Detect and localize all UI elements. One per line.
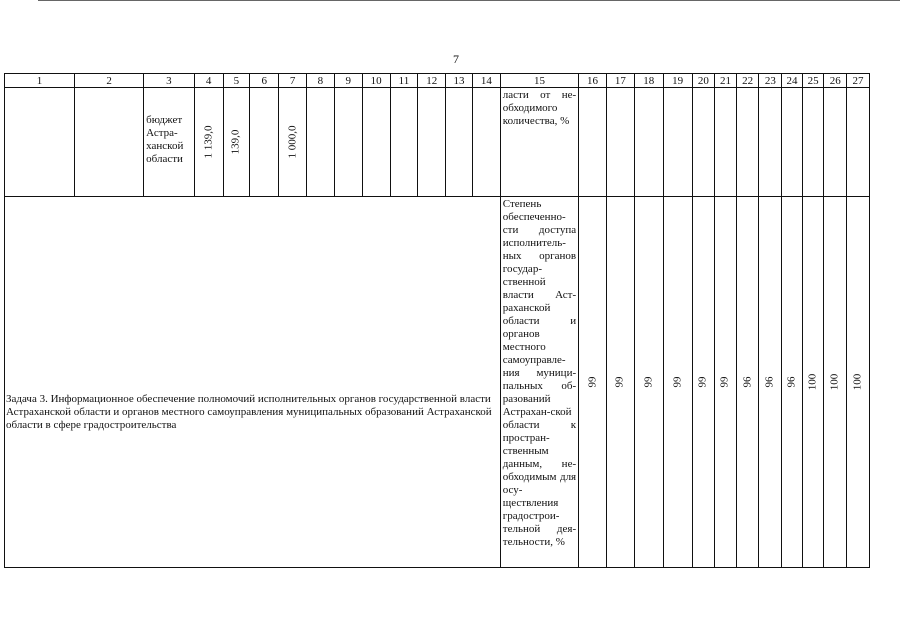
empty-cell (634, 88, 663, 197)
indicator-value: 100 (828, 373, 841, 391)
header-cell: 27 (847, 74, 870, 88)
header-cell: 11 (390, 74, 418, 88)
funding-row (5, 88, 870, 197)
indicator-value-cell (579, 197, 607, 568)
empty-cell (5, 88, 75, 197)
empty-cell (446, 88, 473, 197)
header-cell: 1 (5, 74, 75, 88)
header-cell: 24 (782, 74, 803, 88)
indicator-value-cell (802, 197, 824, 568)
indicator-value-cell (824, 197, 847, 568)
header-cell: 13 (446, 74, 473, 88)
empty-cell (782, 88, 803, 197)
header-cell: 19 (663, 74, 692, 88)
task-cell (5, 197, 501, 568)
task-row (5, 197, 870, 568)
indicator-value: 96 (785, 376, 798, 388)
indicator-value-cell (759, 197, 782, 568)
header-cell: 6 (250, 74, 279, 88)
indicator-value-cell (692, 197, 715, 568)
empty-cell (418, 88, 446, 197)
indicator-value: 99 (642, 376, 655, 388)
column-number-row (5, 74, 870, 88)
header-cell: 18 (634, 74, 663, 88)
funding-source: бюджет Астра-ханской области (146, 114, 184, 165)
empty-cell (472, 88, 500, 197)
year1-amount-cell (223, 88, 250, 197)
year1-amount: 139,0 (229, 129, 242, 155)
indicator-value-cell (847, 197, 870, 568)
empty-cell (715, 88, 737, 197)
header-cell: 14 (472, 74, 500, 88)
header-cell: 23 (759, 74, 782, 88)
indicator-value: 100 (806, 373, 819, 391)
top-rule (38, 0, 900, 1)
indicator-value-cell (782, 197, 803, 568)
task-description: Задача 3. Информационное обеспечение полномочий исполнительных органов государственной власти Астраханской области и органов местного самоуправления муниципальных образований Астраханской области в сфере градостроительства (6, 392, 492, 431)
header-cell: 7 (279, 74, 307, 88)
year3-amount: 1 000,0 (286, 125, 299, 159)
empty-cell (824, 88, 847, 197)
header-cell: 25 (802, 74, 824, 88)
empty-cell (334, 88, 362, 197)
header-cell: 12 (418, 74, 446, 88)
empty-cell (579, 88, 607, 197)
empty-cell (606, 88, 634, 197)
funding-source-cell (144, 88, 195, 197)
header-cell: 4 (194, 74, 223, 88)
header-cell: 3 (144, 74, 195, 88)
program-table (4, 73, 870, 568)
header-cell: 2 (75, 74, 144, 88)
header-cell: 20 (692, 74, 715, 88)
indicator-value: 99 (696, 376, 709, 388)
header-cell: 5 (223, 74, 250, 88)
empty-cell (663, 88, 692, 197)
empty-cell (802, 88, 824, 197)
indicator-value: 100 (851, 373, 864, 391)
indicator-value-cell (715, 197, 737, 568)
empty-cell (362, 88, 390, 197)
indicator-value-cell (606, 197, 634, 568)
header-cell: 10 (362, 74, 390, 88)
empty-cell (759, 88, 782, 197)
header-cell: 15 (500, 74, 578, 88)
empty-cell (75, 88, 144, 197)
indicator-cell (500, 88, 578, 197)
indicator-text: Степень обеспеченно-сти доступа исполнитель-ных органов государ-ственной власти Аст-раханской области и органов местного самоуправле-ния муници-пальных об-разований Астрахан-ской области к простран-ственным данным, не-обходимым для осу-ществления градострои-тельной дея-тельности, % (502, 198, 577, 548)
indicator-value: 99 (671, 376, 684, 388)
header-cell: 16 (579, 74, 607, 88)
empty-cell (692, 88, 715, 197)
header-cell: 21 (715, 74, 737, 88)
year3-amount-cell (279, 88, 307, 197)
indicator-value: 99 (613, 376, 626, 388)
header-cell: 22 (736, 74, 759, 88)
indicator-value: 96 (741, 376, 754, 388)
empty-cell (736, 88, 759, 197)
indicator-value-cell (736, 197, 759, 568)
empty-cell (847, 88, 870, 197)
indicator-value-cell (634, 197, 663, 568)
indicator-value: 99 (718, 376, 731, 388)
indicator-value-cell (663, 197, 692, 568)
header-cell: 8 (307, 74, 335, 88)
header-cell: 9 (334, 74, 362, 88)
indicator-text: ласти от не-обходимого количества, % (502, 89, 577, 127)
indicator-value: 96 (763, 376, 776, 388)
total-amount-cell (194, 88, 223, 197)
indicator-value: 99 (586, 376, 599, 388)
indicator-cell (500, 197, 578, 568)
page-number: 7 (453, 52, 459, 66)
header-cell: 17 (606, 74, 634, 88)
empty-cell (250, 88, 279, 197)
empty-cell (390, 88, 418, 197)
header-cell: 26 (824, 74, 847, 88)
empty-cell (307, 88, 335, 197)
total-amount: 1 139,0 (202, 125, 215, 159)
